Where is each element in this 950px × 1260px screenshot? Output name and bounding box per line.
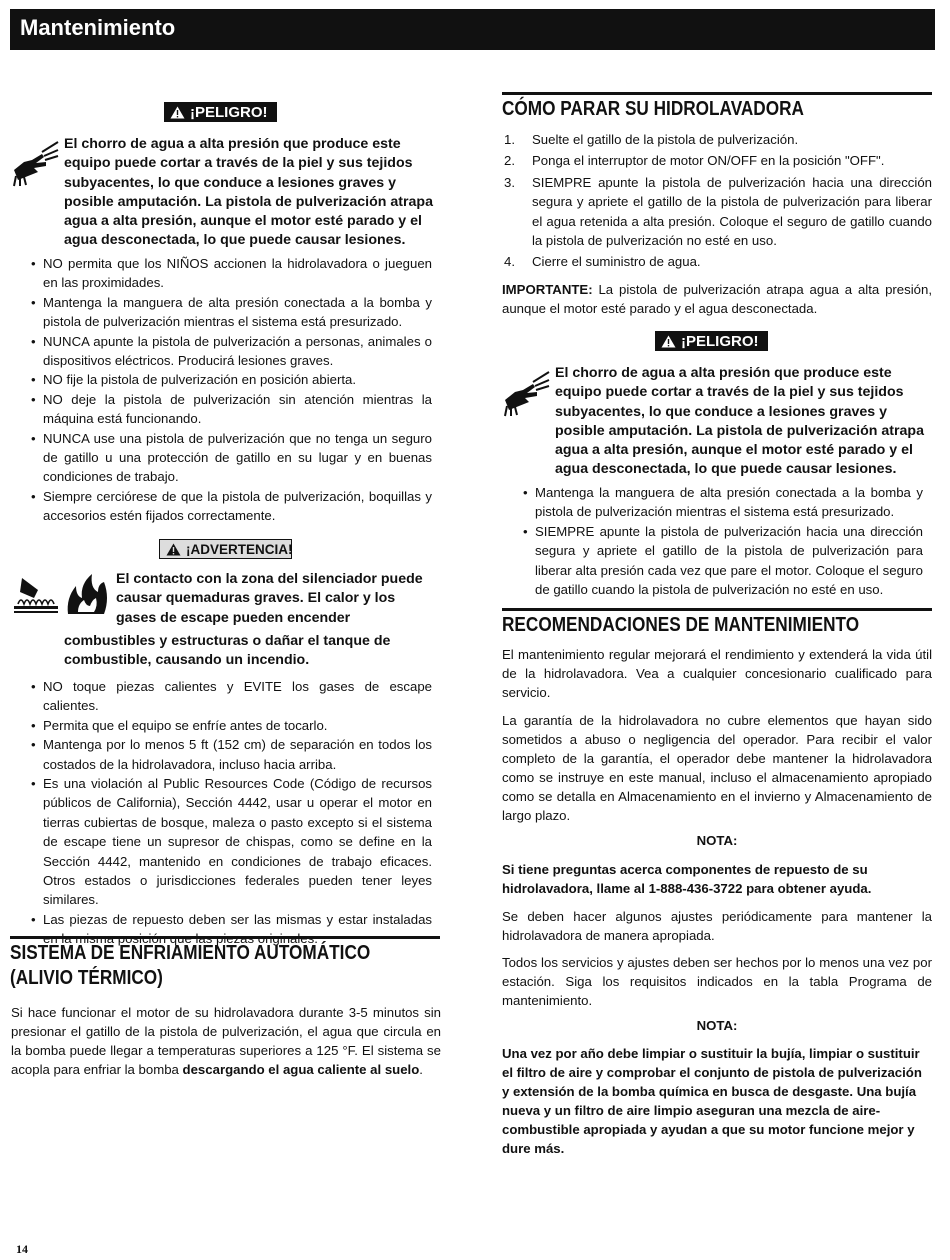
list-item: • SIEMPRE apunte la pistola de pulverización hacia una dirección segura y apriete el gatillo de la pistola de pulverización para liberar alta presión cada vez que pare el motor. Coloque el seguro de gatillo cuando la pistola de pulverización no esté en uso. <box>513 522 923 600</box>
step-number: 4. <box>504 254 515 270</box>
section-header-bar <box>10 9 935 50</box>
list-item: • Mantenga la manguera de alta presión conectada a la bomba y pistola de pulverización mientras el sistema está presurizado. <box>513 483 923 522</box>
maintenance-paragraph-2: La garantía de la hidrolavadora no cubre elementos que hayan sido sometidos a abuso o negligencia del operador. Para recibir el valor completo de la garantía, el operador debe mantener la hidrolavadora como se instruye en este manual, incluso el almacenamiento apropiado como se detalla en Almacenamiento en el invierno y Almacenamiento de largo plazo. <box>502 713 932 823</box>
cooling-end: . <box>419 1062 423 1077</box>
list-item: • Es una violación al Public Resources Code (Código de recursos públicos de California), Sección 4442, usar u operar el motor en tierras cubiertas de bosque, maleza o pasto excepto si el sistema de escape tiene un supresor de chispas, como se define en la Sección 4442, mantenido en condiciones de trabajo eficaces. Otros estados o jurisdicciones federales pueden tener leyes similares. <box>21 774 432 910</box>
important-paragraph <box>502 280 932 318</box>
step-text: SIEMPRE apunte la pistola de pulverización hacia una dirección segura y apriete el gatillo de la pistola de pulverización para liberar el agua retenida a alta presión. Coloque el seguro de gatillo cuando la pistola de pulverización no esté en uso. <box>532 174 932 249</box>
important-text: La pistola de pulverización atrapa agua a alta presión, aunque el motor esté parado y el agua desconectada. <box>502 282 932 316</box>
danger-statement-left: El chorro de agua a alta presión que produce este equipo puede cortar a través de la piel y sus tejidos subyacentes, lo que conduce a lesiones graves y posible amputación. La pistola de pulverización atrapa agua a alta presión, aunque el motor esté parado y el agua desconectada, lo que puede causar lesiones. <box>64 136 433 249</box>
list-item: • Mantenga por lo menos 5 ft (152 cm) de separación en todos los costados de la hidrolavadora, incluso hacia arriba. <box>21 735 432 774</box>
warning-statement-b: combustibles y estructuras o dañar el tanque de combustible, causando un incendio. <box>64 633 391 669</box>
list-item: • NUNCA apunte la pistola de pulverización a personas, animales o dispositivos eléctricos. Producirá lesiones graves. <box>21 332 432 371</box>
danger-badge-left <box>164 102 277 122</box>
danger-badge-right <box>655 331 768 351</box>
hand-cut-hazard-icon <box>12 140 60 188</box>
step-text: Ponga el interruptor de motor ON/OFF en la posición "OFF". <box>532 153 885 169</box>
hot-surface-icon <box>12 574 60 616</box>
cooling-title-line2: (ALIVIO TÉRMICO) <box>10 967 163 989</box>
cooling-system-heading <box>10 936 440 991</box>
list-item: • NO permita que los NIÑOS accionen la hidrolavadora o jueguen en las proximidades. <box>21 254 432 293</box>
step-number: 2. <box>504 153 515 169</box>
list-item: • NO fije la pistola de pulverización en posición abierta. <box>21 370 432 389</box>
stop-washer-title: CÓMO PARAR SU HIDROLAVADORA <box>502 98 804 120</box>
maintenance-paragraph-4: Todos los servicios y ajustes deben ser hechos por lo menos una vez por estación. Siga los requisitos indicados en la tabla Programa de mantenimiento. <box>502 955 932 1008</box>
warning-triangle-icon <box>661 335 676 348</box>
step-text: Suelte el gatillo de la pistola de pulverización. <box>532 132 799 147</box>
hand-cut-hazard-icon <box>503 370 551 418</box>
cooling-title-line1: SISTEMA DE ENFRIAMIENTO AUTOMÁTICO <box>10 942 371 964</box>
list-item: • NO deje la pistola de pulverización sin atención mientras la máquina está funcionando. <box>21 390 432 429</box>
warning-badge-label: ¡ADVERTENCIA! <box>186 541 293 557</box>
list-item: • Siempre cerciórese de que la pistola de pulverización, boquillas y accesorios estén fijados correctamente. <box>21 487 432 526</box>
list-item <box>502 173 932 251</box>
important-label: IMPORTANTE: <box>502 282 593 297</box>
list-item: • Permita que el equipo se enfríe antes de tocarlo. <box>21 716 432 735</box>
fire-hazard-icon <box>64 572 110 616</box>
page-number: 14 <box>16 1242 28 1256</box>
step-number: 1. <box>504 132 515 147</box>
warning-bullets <box>21 677 432 949</box>
danger-bullets-right <box>513 483 923 599</box>
list-item: • Las piezas de repuesto deben ser las mismas y estar instaladas en la misma posición que las piezas originales. <box>21 910 432 949</box>
list-item <box>502 252 932 271</box>
warning-triangle-icon <box>166 543 181 556</box>
warning-triangle-icon <box>170 106 185 119</box>
note-label-2: NOTA: <box>696 1018 738 1033</box>
note-text-1: Si tiene preguntas acerca componentes de repuesto de su hidrolavadora, llame al 1-888-436-3722 para obtener ayuda. <box>502 862 872 896</box>
note-label-1: NOTA: <box>696 833 738 848</box>
maintenance-paragraph-1: El mantenimiento regular mejorará el rendimiento y extenderá la vida útil de la hidrolavadora. Vea a cualquier concesionario cualificado para servicio. <box>502 647 932 700</box>
cooling-paragraph <box>11 1003 441 1079</box>
danger-bullets-left <box>21 254 432 526</box>
stop-steps-list <box>502 130 932 272</box>
warning-badge <box>159 539 292 559</box>
step-text: Cierre el suministro de agua. <box>532 254 701 270</box>
danger-statement-right: El chorro de agua a alta presión que produce este equipo puede cortar a través de la piel y sus tejidos subyacentes, lo que conduce a lesiones graves y posible amputación. La pistola de pulverización atrapa agua a alta presión, aunque el motor esté parado y el agua desconectada, lo que puede causar lesiones. <box>555 365 924 478</box>
maintenance-heading <box>502 608 932 638</box>
warning-statement-a: El contacto con la zona del silenciador puede causar quemaduras graves. El calor y los gases de escape pueden encender <box>116 571 423 626</box>
list-item <box>502 130 932 149</box>
step-number: 3. <box>504 174 515 190</box>
cooling-bold-text: descargando el agua caliente al suelo <box>182 1062 420 1077</box>
danger-badge-label: ¡PELIGRO! <box>681 332 759 350</box>
maintenance-paragraph-3: Se deben hacer algunos ajustes periódicamente para mantener la hidrolavadora de manera apropiada. <box>502 909 932 943</box>
list-item: • Mantenga la manguera de alta presión conectada a la bomba y pistola de pulverización mientras el sistema está presurizado. <box>21 293 432 332</box>
list-item: • NUNCA use una pistola de pulverización que no tenga un seguro de gatillo u una protección de gatillo en su lugar y en buenas condiciones de trabajo. <box>21 429 432 487</box>
maintenance-title: RECOMENDACIONES DE MANTENIMIENTO <box>502 614 860 636</box>
cooling-text: Si hace funcionar el motor de su hidrolavadora durante 3-5 minutos sin presionar el gatillo de la pistola de pulverización, el agua que circula en la bomba puede llegar a temperaturas superiores a 125 °F. El sistema se acopla para enfriar la bomba <box>11 1005 441 1077</box>
list-item <box>502 151 932 170</box>
danger-badge-label: ¡PELIGRO! <box>190 103 268 121</box>
stop-washer-heading <box>502 92 932 122</box>
note-text-2: Una vez por año debe limpiar o sustituir la bujía, limpiar o sustituir el filtro de aire y comprobar el conjunto de pistola de pulverización y extensión de la bomba química en busca de desgaste. Una bujía nueva y un filtro de aire limpio aseguran una mezcla de aire-combustible apropiada y ayudan a que su motor funcione mejor y dure más. <box>502 1046 922 1156</box>
list-item: • NO toque piezas calientes y EVITE los gases de escape calientes. <box>21 677 432 716</box>
section-title: Mantenimiento <box>20 15 176 40</box>
